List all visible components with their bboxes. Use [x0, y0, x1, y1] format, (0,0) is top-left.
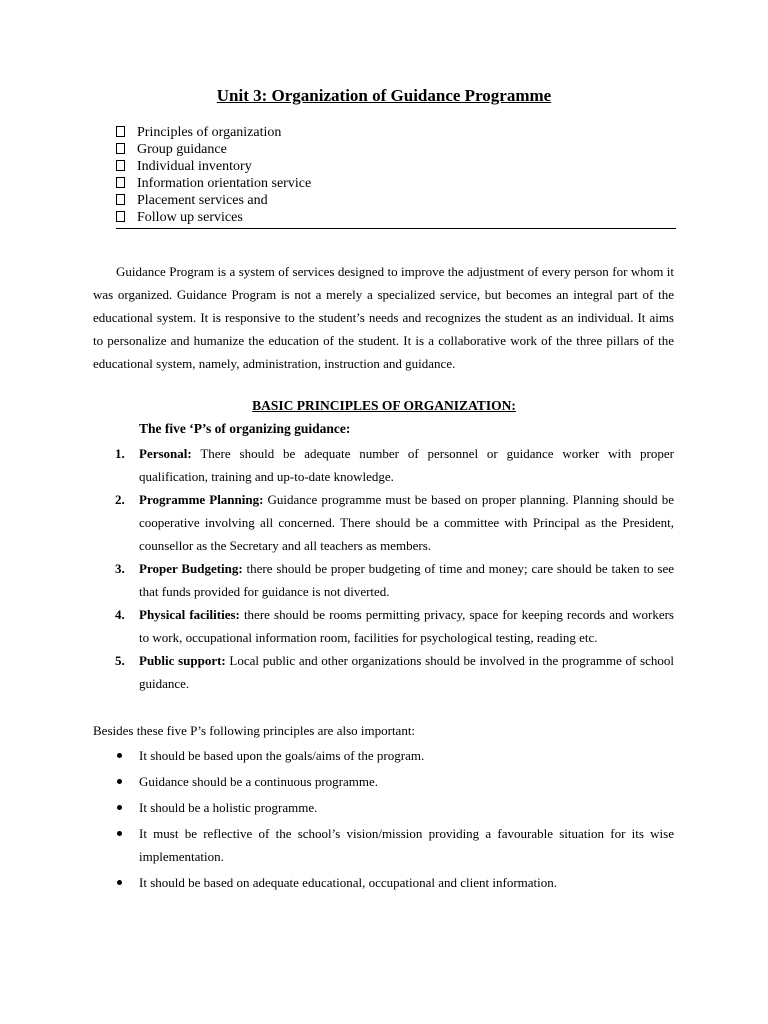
- topic-item: [116, 209, 676, 226]
- item-number: 2.: [115, 492, 125, 507]
- item-number: 5.: [115, 653, 125, 668]
- bullet-icon: [117, 880, 122, 885]
- bullet-item: [93, 871, 674, 894]
- item-text: Local public and other organizations should be involved in the programme of school guidance.: [139, 653, 674, 691]
- section-heading: BASIC PRINCIPLES OF ORGANIZATION:: [252, 398, 516, 413]
- topic-label: Individual inventory: [137, 159, 252, 174]
- checkbox-icon: [116, 160, 125, 171]
- list-item: [93, 488, 674, 557]
- item-term: Physical facilities:: [139, 607, 240, 622]
- bullet-item: [93, 770, 674, 793]
- item-text: there should be rooms permitting privacy, space for keeping records and workers to work, occupational information room, facilities for psychological testing, reading etc.: [139, 607, 674, 645]
- bullet-item: [93, 744, 674, 767]
- topic-label: Group guidance: [137, 142, 227, 157]
- bullet-icon: [117, 753, 122, 758]
- bullet-item: [93, 822, 674, 868]
- topic-item: [116, 192, 676, 209]
- item-text: there should be proper budgeting of time and money; care should be taken to see that funds provided for guidance is not diverted.: [139, 561, 674, 599]
- intro-paragraph: Guidance Program is a system of services designed to improve the adjustment of every person for whom it was organized. Guidance Program is not a merely a specialized service, but becomes an integral part of the educational system. It is responsive to the student’s needs and recognizes the student as an individual. It aims to personalize and humanize the education of the student. It is a collaborative work of the three pillars of the educational system, namely, administration, instruction and guidance.: [93, 264, 674, 371]
- bullet-icon: [117, 779, 122, 784]
- list-item: [93, 649, 674, 695]
- topic-item: [116, 141, 676, 158]
- item-term: Public support:: [139, 653, 226, 668]
- item-text: Guidance programme must be based on proper planning. Planning should be cooperative involving all concerned. There should be a committee with Principal as the President, counsellor as the Secretary and all teachers as members.: [139, 492, 674, 553]
- item-number: 1.: [115, 446, 125, 461]
- list-item: [93, 603, 674, 649]
- checkbox-icon: [116, 177, 125, 188]
- topics-list: [116, 124, 676, 226]
- besides-text: Besides these five P’s following principles are also important:: [93, 723, 416, 738]
- bullet-text: It should be based on adequate educational, occupational and client information.: [139, 875, 558, 890]
- bullet-text: It must be reflective of the school’s vision/mission providing a favourable situation for its wise implementation.: [139, 826, 674, 864]
- item-text: There should be adequate number of personnel or guidance worker with proper qualification, training and up-to-date knowledge.: [139, 446, 674, 484]
- bullet-text: Guidance should be a continuous programme.: [139, 774, 378, 789]
- topic-item: [116, 158, 676, 175]
- topic-label: Information orientation service: [137, 176, 312, 191]
- checkbox-icon: [116, 143, 125, 154]
- item-term: Proper Budgeting:: [139, 561, 243, 576]
- bullet-icon: [117, 831, 122, 836]
- topic-label: Follow up services: [137, 210, 243, 225]
- topic-item: [116, 124, 676, 141]
- item-number: 4.: [115, 607, 125, 622]
- topic-item: [116, 175, 676, 192]
- item-number: 3.: [115, 561, 125, 576]
- item-term: Personal:: [139, 446, 192, 461]
- bullet-text: It should be a holistic programme.: [139, 800, 318, 815]
- bullet-text: It should be based upon the goals/aims of the program.: [139, 748, 425, 763]
- topic-label: Placement services and: [137, 193, 268, 208]
- topic-label: Principles of organization: [137, 125, 282, 140]
- page-title: Unit 3: Organization of Guidance Programme: [216, 86, 552, 105]
- checkbox-icon: [116, 211, 125, 222]
- principles-list: [93, 442, 674, 695]
- bullet-list: [93, 744, 674, 897]
- list-item: [93, 557, 674, 603]
- list-item: [93, 442, 674, 488]
- bullet-item: [93, 796, 674, 819]
- checkbox-icon: [116, 194, 125, 205]
- checkbox-icon: [116, 126, 125, 137]
- bullet-icon: [117, 805, 122, 810]
- subsection-heading: The five ‘P’s of organizing guidance:: [139, 421, 351, 436]
- divider-line: [116, 228, 676, 229]
- item-term: Programme Planning:: [139, 492, 264, 507]
